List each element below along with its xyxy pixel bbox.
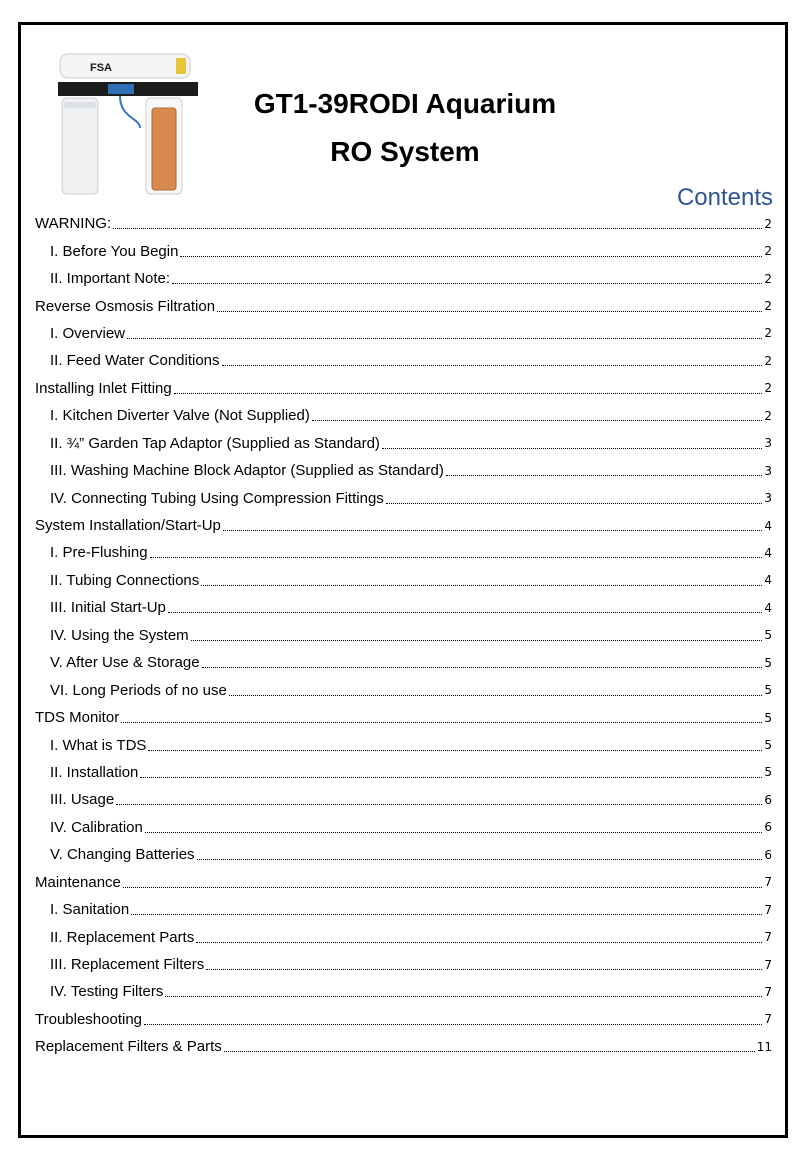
toc-entry-page-number: 5 bbox=[764, 683, 772, 698]
toc-entry-page-number: 5 bbox=[764, 628, 772, 643]
toc-entry[interactable] bbox=[35, 265, 772, 292]
toc-entry[interactable] bbox=[35, 704, 772, 731]
toc-entry[interactable] bbox=[35, 594, 772, 621]
toc-entry-page-number: 3 bbox=[764, 463, 772, 478]
toc-entry-title: III. Washing Machine Block Adaptor (Supplied as Standard) bbox=[50, 462, 444, 480]
toc-dot-leader bbox=[123, 887, 762, 888]
toc-dot-leader bbox=[382, 448, 762, 449]
toc-entry[interactable] bbox=[35, 676, 772, 703]
document-title-line-1: GT1-39RODI Aquarium bbox=[253, 88, 557, 119]
toc-entry-title: V. After Use & Storage bbox=[50, 654, 200, 672]
toc-entry-page-number: 7 bbox=[764, 1012, 772, 1027]
toc-entry-page-number: 4 bbox=[764, 545, 772, 560]
toc-entry-title: VI. Long Periods of no use bbox=[50, 681, 227, 699]
toc-dot-leader bbox=[168, 612, 762, 613]
toc-entry-title: Reverse Osmosis Filtration bbox=[35, 297, 216, 315]
toc-dot-leader bbox=[224, 1051, 755, 1052]
toc-entry-title: II. Tubing Connections bbox=[50, 571, 200, 589]
toc-entry-title: Replacement Filters & Parts bbox=[35, 1038, 222, 1056]
toc-entry[interactable] bbox=[35, 841, 772, 868]
toc-entry-title: III. Initial Start-Up bbox=[50, 599, 166, 617]
toc-entry-title: I. Sanitation bbox=[50, 901, 130, 919]
toc-entry-page-number: 7 bbox=[764, 875, 772, 890]
toc-entry-page-number: 5 bbox=[764, 765, 772, 780]
toc-dot-leader bbox=[229, 695, 763, 696]
toc-entry[interactable] bbox=[35, 457, 772, 484]
toc-entry-title: Maintenance bbox=[35, 873, 121, 891]
toc-entry-title: IV. Using the System bbox=[50, 626, 189, 644]
toc-entry-page-number: 6 bbox=[764, 847, 772, 862]
toc-entry-title: III. Replacement Filters bbox=[50, 956, 205, 974]
toc-dot-leader bbox=[121, 722, 762, 723]
toc-entry-title: I. Kitchen Diverter Valve (Not Supplied) bbox=[50, 407, 310, 425]
toc-dot-leader bbox=[150, 557, 763, 558]
toc-entry[interactable] bbox=[35, 512, 772, 539]
toc-entry-title: IV. Testing Filters bbox=[50, 983, 164, 1001]
toc-entry[interactable] bbox=[35, 1033, 772, 1060]
toc-dot-leader bbox=[165, 996, 762, 997]
toc-entry-page-number: 2 bbox=[764, 216, 772, 231]
toc-entry[interactable] bbox=[35, 567, 772, 594]
toc-entry[interactable] bbox=[35, 375, 772, 402]
table-of-contents bbox=[35, 210, 772, 1061]
toc-entry-page-number: 3 bbox=[764, 491, 772, 506]
toc-entry[interactable] bbox=[35, 951, 772, 978]
toc-dot-leader bbox=[116, 804, 762, 805]
contents-heading: Contents bbox=[676, 184, 773, 211]
toc-entry[interactable] bbox=[35, 484, 772, 511]
toc-entry-title: IV. Connecting Tubing Using Compression Fittings bbox=[50, 489, 384, 507]
toc-entry-page-number: 7 bbox=[764, 984, 772, 999]
toc-entry[interactable] bbox=[35, 430, 772, 457]
toc-entry[interactable] bbox=[35, 1006, 772, 1033]
ro-system-product-image bbox=[50, 48, 210, 200]
toc-dot-leader bbox=[446, 475, 763, 476]
toc-dot-leader bbox=[197, 859, 763, 860]
toc-dot-leader bbox=[174, 393, 763, 394]
toc-entry-page-number: 5 bbox=[764, 738, 772, 753]
toc-entry-title: II. Feed Water Conditions bbox=[50, 352, 220, 370]
toc-entry[interactable] bbox=[35, 402, 772, 429]
fsa-logo-text: FSA bbox=[90, 62, 112, 74]
toc-entry[interactable] bbox=[35, 320, 772, 347]
toc-dot-leader bbox=[172, 283, 762, 284]
toc-entry-page-number: 2 bbox=[764, 381, 772, 396]
toc-entry-title: V. Changing Batteries bbox=[50, 846, 195, 864]
document-title-line-2: RO System bbox=[330, 136, 480, 167]
toc-entry-title: II. Replacement Parts bbox=[50, 928, 195, 946]
toc-entry[interactable] bbox=[35, 978, 772, 1005]
toc-dot-leader bbox=[144, 1024, 762, 1025]
toc-entry-title: I. What is TDS bbox=[50, 736, 147, 754]
toc-entry-title: I. Before You Begin bbox=[50, 242, 179, 260]
toc-dot-leader bbox=[201, 585, 762, 586]
toc-entry-title: IV. Calibration bbox=[50, 818, 143, 836]
toc-entry-title: Troubleshooting bbox=[35, 1010, 143, 1028]
toc-entry-page-number: 7 bbox=[764, 902, 772, 917]
toc-entry-title: II. ¾” Garden Tap Adaptor (Supplied as Standard) bbox=[50, 434, 380, 452]
toc-entry[interactable] bbox=[35, 347, 772, 374]
toc-entry-title: III. Usage bbox=[50, 791, 115, 809]
toc-entry-title: WARNING: bbox=[35, 215, 112, 233]
toc-entry-page-number: 2 bbox=[764, 299, 772, 314]
toc-entry-page-number: 4 bbox=[764, 518, 772, 533]
toc-dot-leader bbox=[148, 750, 762, 751]
toc-entry[interactable] bbox=[35, 814, 772, 841]
toc-entry-page-number: 2 bbox=[764, 408, 772, 423]
toc-entry-page-number: 2 bbox=[764, 326, 772, 341]
toc-dot-leader bbox=[202, 667, 763, 668]
toc-entry[interactable] bbox=[35, 923, 772, 950]
toc-dot-leader bbox=[196, 942, 762, 943]
toc-dot-leader bbox=[222, 365, 763, 366]
toc-entry-page-number: 4 bbox=[764, 573, 772, 588]
toc-dot-leader bbox=[191, 640, 763, 641]
toc-dot-leader bbox=[180, 256, 762, 257]
toc-entry[interactable] bbox=[35, 237, 772, 264]
toc-entry-page-number: 5 bbox=[764, 655, 772, 670]
toc-entry-page-number: 2 bbox=[764, 271, 772, 286]
toc-entry-title: System Installation/Start-Up bbox=[35, 517, 221, 535]
toc-entry-page-number: 3 bbox=[764, 436, 772, 451]
toc-entry-title: I. Overview bbox=[50, 324, 126, 342]
toc-dot-leader bbox=[206, 969, 762, 970]
toc-dot-leader bbox=[145, 832, 763, 833]
toc-entry[interactable] bbox=[35, 869, 772, 896]
toc-entry[interactable] bbox=[35, 649, 772, 676]
toc-dot-leader bbox=[223, 530, 762, 531]
toc-dot-leader bbox=[127, 338, 762, 339]
toc-entry-page-number: 7 bbox=[764, 930, 772, 945]
toc-dot-leader bbox=[131, 914, 762, 915]
toc-entry[interactable] bbox=[35, 731, 772, 758]
toc-entry-title: TDS Monitor bbox=[35, 709, 120, 727]
toc-dot-leader bbox=[386, 503, 763, 504]
toc-entry-page-number: 2 bbox=[764, 353, 772, 368]
toc-entry[interactable] bbox=[35, 622, 772, 649]
toc-entry-page-number: 6 bbox=[764, 820, 772, 835]
toc-entry[interactable] bbox=[35, 539, 772, 566]
toc-entry-page-number: 11 bbox=[756, 1039, 772, 1054]
toc-entry[interactable] bbox=[35, 759, 772, 786]
toc-dot-leader bbox=[140, 777, 762, 778]
toc-entry-page-number: 4 bbox=[764, 600, 772, 615]
toc-entry[interactable] bbox=[35, 896, 772, 923]
toc-entry[interactable] bbox=[35, 210, 772, 237]
toc-entry-page-number: 7 bbox=[764, 957, 772, 972]
toc-dot-leader bbox=[312, 420, 763, 421]
toc-entry-title: II. Installation bbox=[50, 763, 139, 781]
toc-entry-page-number: 6 bbox=[764, 792, 772, 807]
toc-entry-title: Installing Inlet Fitting bbox=[35, 379, 172, 397]
toc-entry-page-number: 5 bbox=[764, 710, 772, 725]
toc-dot-leader bbox=[217, 311, 762, 312]
toc-entry-title: II. Important Note: bbox=[50, 270, 171, 288]
toc-entry-page-number: 2 bbox=[764, 244, 772, 259]
toc-entry[interactable] bbox=[35, 786, 772, 813]
toc-dot-leader bbox=[113, 228, 762, 229]
toc-entry[interactable] bbox=[35, 292, 772, 319]
toc-entry-title: I. Pre-Flushing bbox=[50, 544, 148, 562]
